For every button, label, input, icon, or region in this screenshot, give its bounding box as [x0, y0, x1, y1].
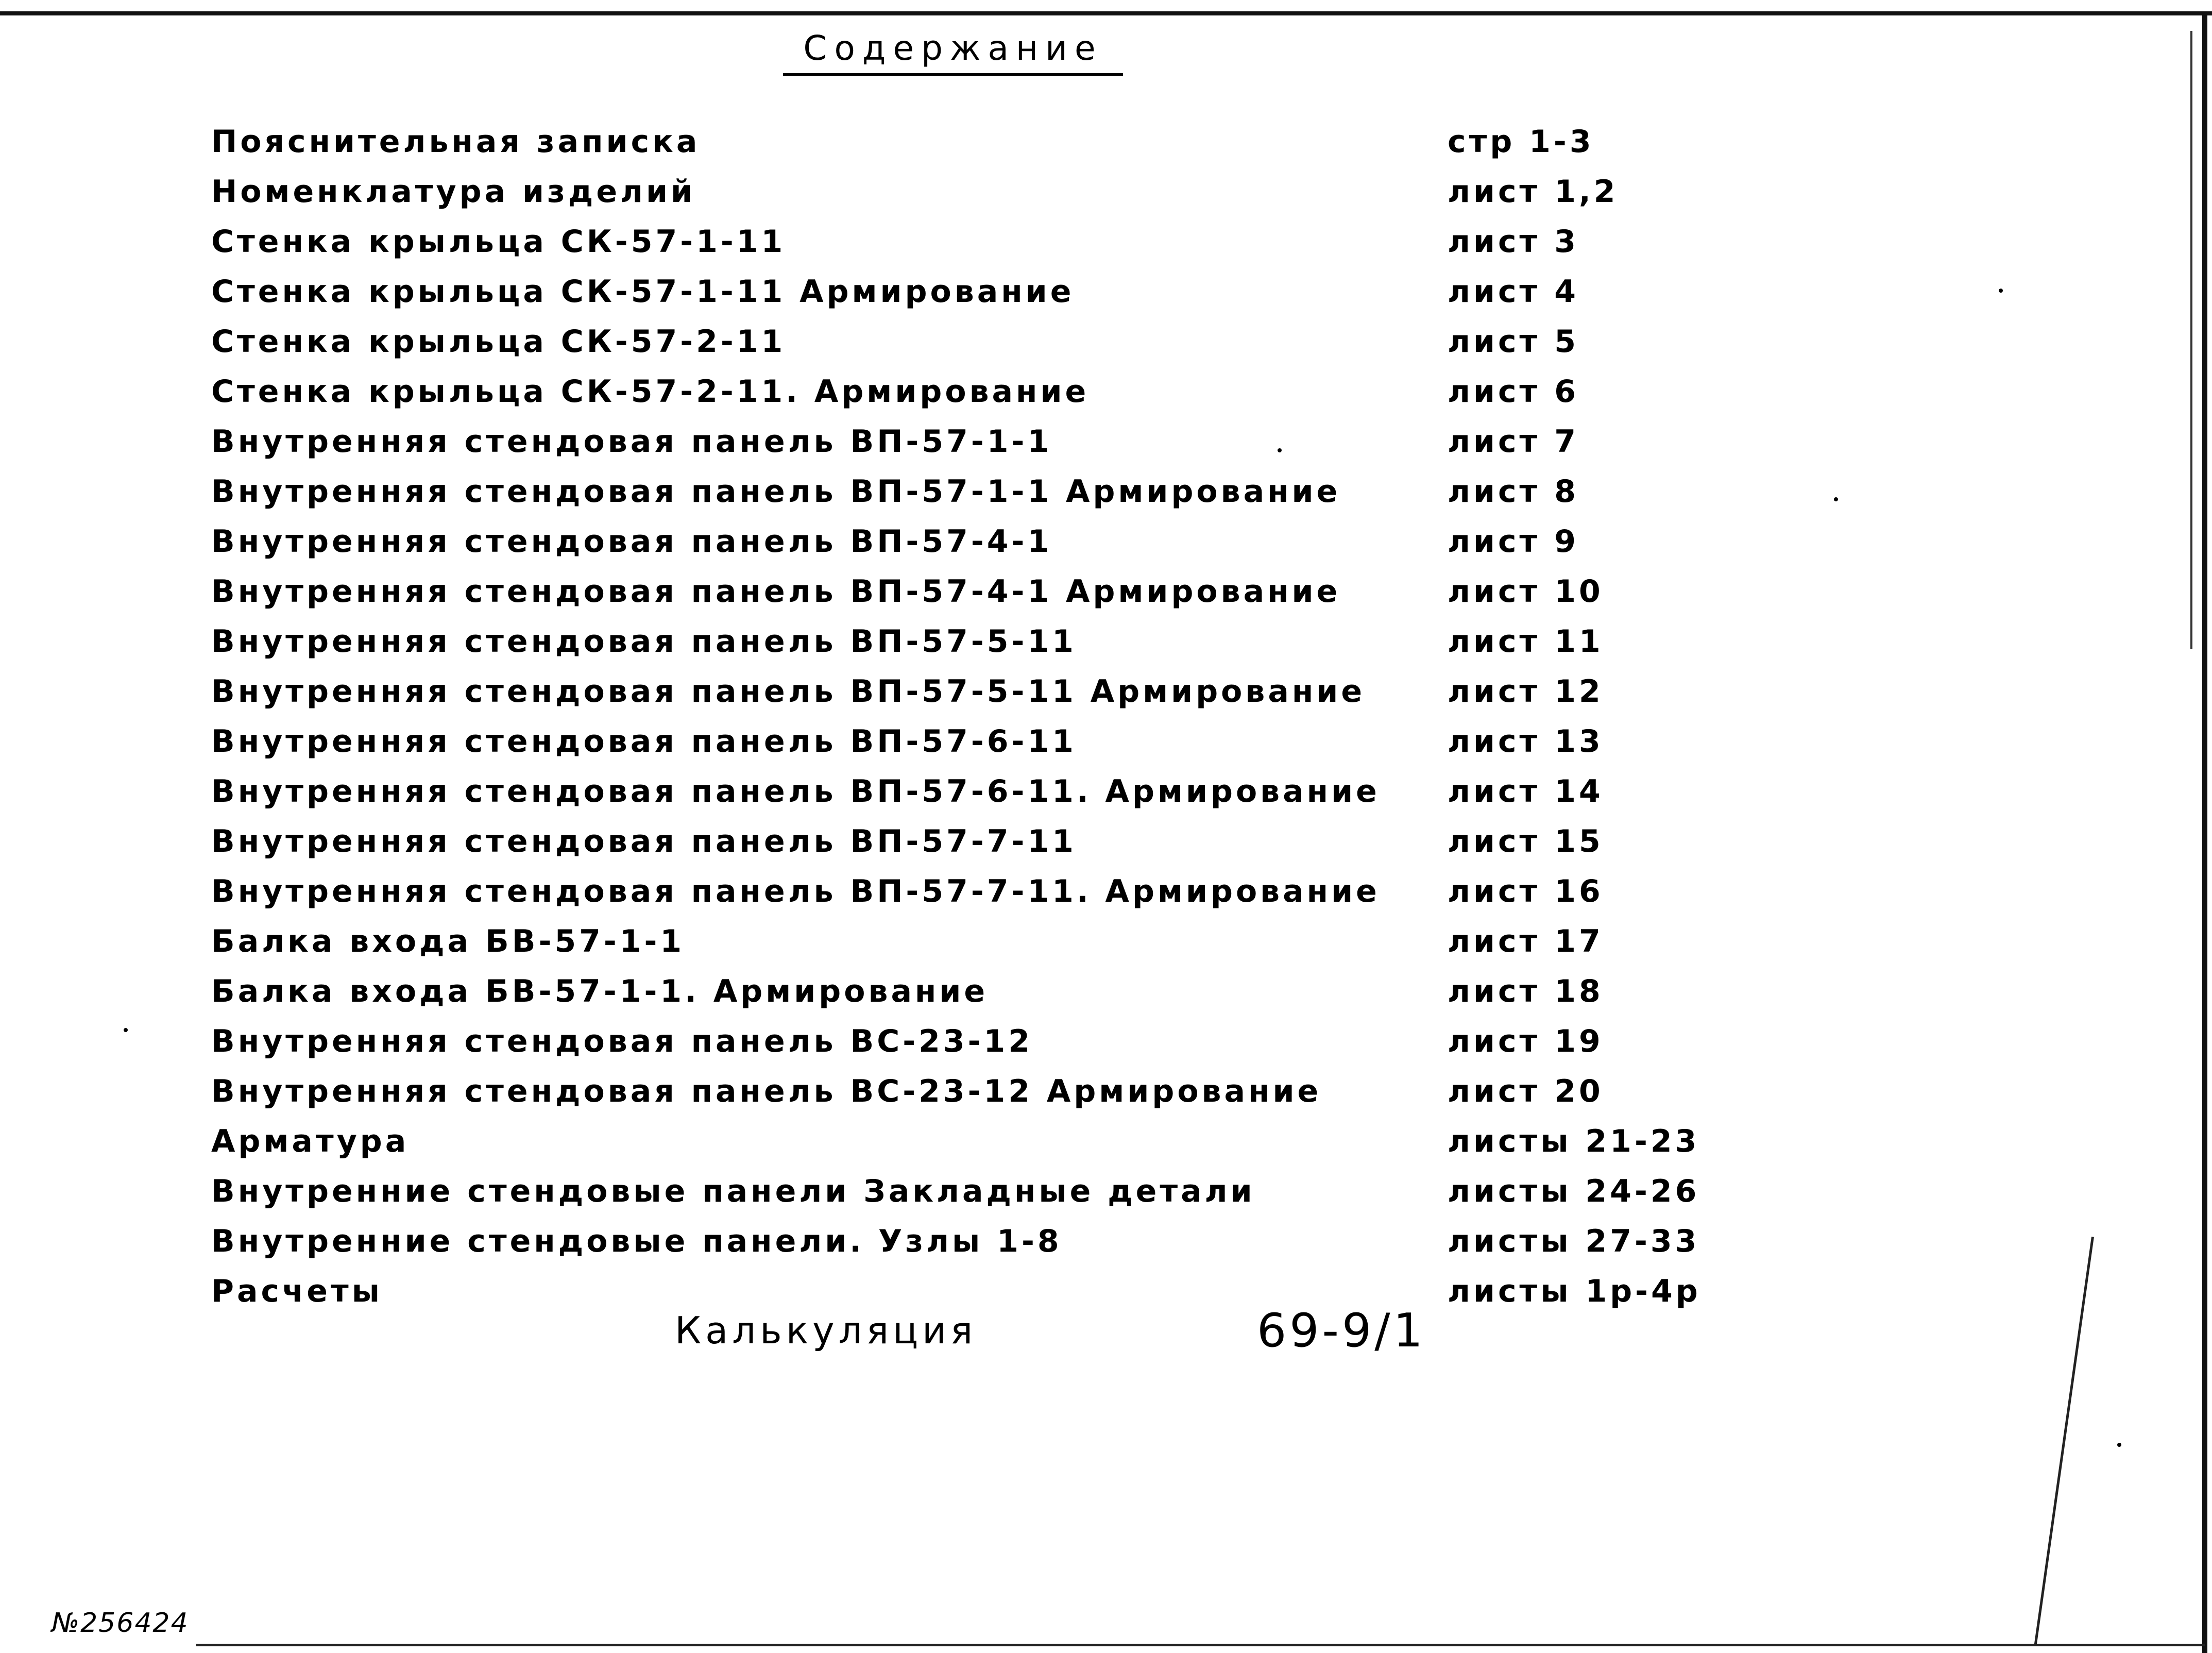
page-title: Содержание: [803, 28, 1103, 68]
toc-item-ref: лист 6: [1448, 374, 1579, 410]
toc-item-label: Внутренняя стендовая панель ВП-57-5-11 Армирование: [211, 673, 1366, 710]
toc-row: [211, 474, 1705, 524]
toc-item-label: Внутренняя стендовая панель ВП-57-6-11. Армирование: [211, 773, 1380, 809]
toc-row: [211, 773, 1705, 823]
toc-row: [211, 1023, 1705, 1073]
toc-row: [211, 424, 1705, 474]
scan-border-top: [0, 11, 2212, 15]
toc-item-ref: лист 15: [1448, 823, 1604, 859]
toc-item-ref: лист 19: [1448, 1023, 1604, 1059]
scan-border-right-inner: [2190, 31, 2192, 649]
toc-item-label: Стенка крыльца СК-57-1-11 Армирование: [211, 274, 1075, 310]
table-of-contents: [211, 124, 1705, 1323]
toc-item-ref: лист 14: [1448, 773, 1604, 809]
toc-item-ref: лист 7: [1448, 424, 1579, 460]
toc-row: [211, 574, 1705, 623]
toc-item-label: Расчеты: [211, 1273, 383, 1309]
toc-item-ref: лист 9: [1448, 524, 1579, 560]
document-code: 69-9/1: [1257, 1304, 1426, 1358]
toc-item-ref: лист 11: [1448, 623, 1604, 660]
toc-row: [211, 1223, 1705, 1273]
toc-item-label: Внутренняя стендовая панель ВП-57-4-1 Армирование: [211, 574, 1341, 610]
toc-item-label: Внутренняя стендовая панель ВП-57-1-1: [211, 424, 1052, 460]
toc-row: [211, 1173, 1705, 1223]
toc-row: [211, 723, 1705, 773]
toc-item-ref: листы 27-33: [1448, 1223, 1700, 1259]
toc-item-label: Балка входа БВ-57-1-1. Армирование: [211, 973, 989, 1009]
toc-item-ref: листы 1р-4р: [1448, 1273, 1701, 1309]
title-underline: [783, 73, 1123, 76]
toc-row: [211, 973, 1705, 1023]
toc-row: [211, 324, 1705, 374]
toc-item-ref: листы 21-23: [1448, 1123, 1700, 1159]
archive-stamp-number: №256424: [52, 1608, 189, 1639]
scan-speck: [124, 1028, 128, 1032]
toc-item-label: Внутренняя стендовая панель ВП-57-4-1: [211, 524, 1052, 560]
scan-edge-line: [2034, 1237, 2094, 1645]
toc-item-ref: лист 1,2: [1448, 174, 1619, 210]
toc-item-label: Внутренняя стендовая панель ВС-23-12: [211, 1023, 1033, 1059]
footer-title: Калькуляция: [675, 1309, 977, 1352]
toc-item-label: Внутренняя стендовая панель ВП-57-1-1 Армирование: [211, 474, 1341, 510]
toc-row: [211, 524, 1705, 574]
toc-item-label: Стенка крыльца СК-57-1-11: [211, 224, 786, 260]
toc-item-ref: лист 16: [1448, 873, 1604, 909]
toc-item-label: Внутренняя стендовая панель ВП-57-7-11: [211, 823, 1077, 859]
toc-item-ref: лист 17: [1448, 923, 1604, 959]
toc-item-ref: лист 8: [1448, 474, 1579, 510]
scan-speck: [2117, 1443, 2121, 1447]
toc-row: [211, 923, 1705, 973]
toc-item-label: Внутренняя стендовая панель ВП-57-7-11. Армирование: [211, 873, 1380, 909]
toc-row: [211, 823, 1705, 873]
toc-item-label: Внутренние стендовые панели Закладные детали: [211, 1173, 1255, 1209]
toc-row: [211, 124, 1705, 174]
toc-row: [211, 174, 1705, 224]
toc-item-label: Стенка крыльца СК-57-2-11. Армирование: [211, 374, 1090, 410]
toc-item-ref: лист 10: [1448, 574, 1604, 610]
scan-border-right: [2202, 11, 2207, 1653]
scan-speck: [1278, 448, 1282, 452]
toc-item-label: Арматура: [211, 1123, 410, 1159]
toc-item-label: Внутренняя стендовая панель ВС-23-12 Армирование: [211, 1073, 1322, 1109]
toc-item-ref: лист 4: [1448, 274, 1579, 310]
scan-speck: [1834, 497, 1838, 501]
toc-item-label: Стенка крыльца СК-57-2-11: [211, 324, 786, 360]
toc-item-ref: лист 20: [1448, 1073, 1604, 1109]
toc-item-ref: лист 12: [1448, 673, 1604, 710]
toc-item-label: Внутренняя стендовая панель ВП-57-5-11: [211, 623, 1077, 660]
toc-item-ref: лист 18: [1448, 973, 1604, 1009]
toc-item-ref: листы 24-26: [1448, 1173, 1700, 1209]
toc-item-label: Номенклатура изделий: [211, 174, 696, 210]
toc-item-label: Внутренние стендовые панели. Узлы 1-8: [211, 1223, 1062, 1259]
scan-speck: [1999, 289, 2003, 293]
toc-row: [211, 1073, 1705, 1123]
toc-item-label: Внутренняя стендовая панель ВП-57-6-11: [211, 723, 1077, 760]
toc-item-ref: лист 5: [1448, 324, 1579, 360]
toc-row: [211, 1123, 1705, 1173]
toc-item-ref: лист 13: [1448, 723, 1604, 760]
toc-item-ref: стр 1-3: [1448, 124, 1594, 160]
toc-row: [211, 274, 1705, 324]
toc-item-label: Пояснительная записка: [211, 124, 701, 160]
toc-item-label: Балка входа БВ-57-1-1: [211, 923, 685, 959]
toc-row: [211, 374, 1705, 424]
toc-row: [211, 623, 1705, 673]
toc-row: [211, 673, 1705, 723]
scan-border-bottom: [196, 1644, 2205, 1646]
toc-item-ref: лист 3: [1448, 224, 1579, 260]
toc-row: [211, 224, 1705, 274]
toc-row: [211, 873, 1705, 923]
